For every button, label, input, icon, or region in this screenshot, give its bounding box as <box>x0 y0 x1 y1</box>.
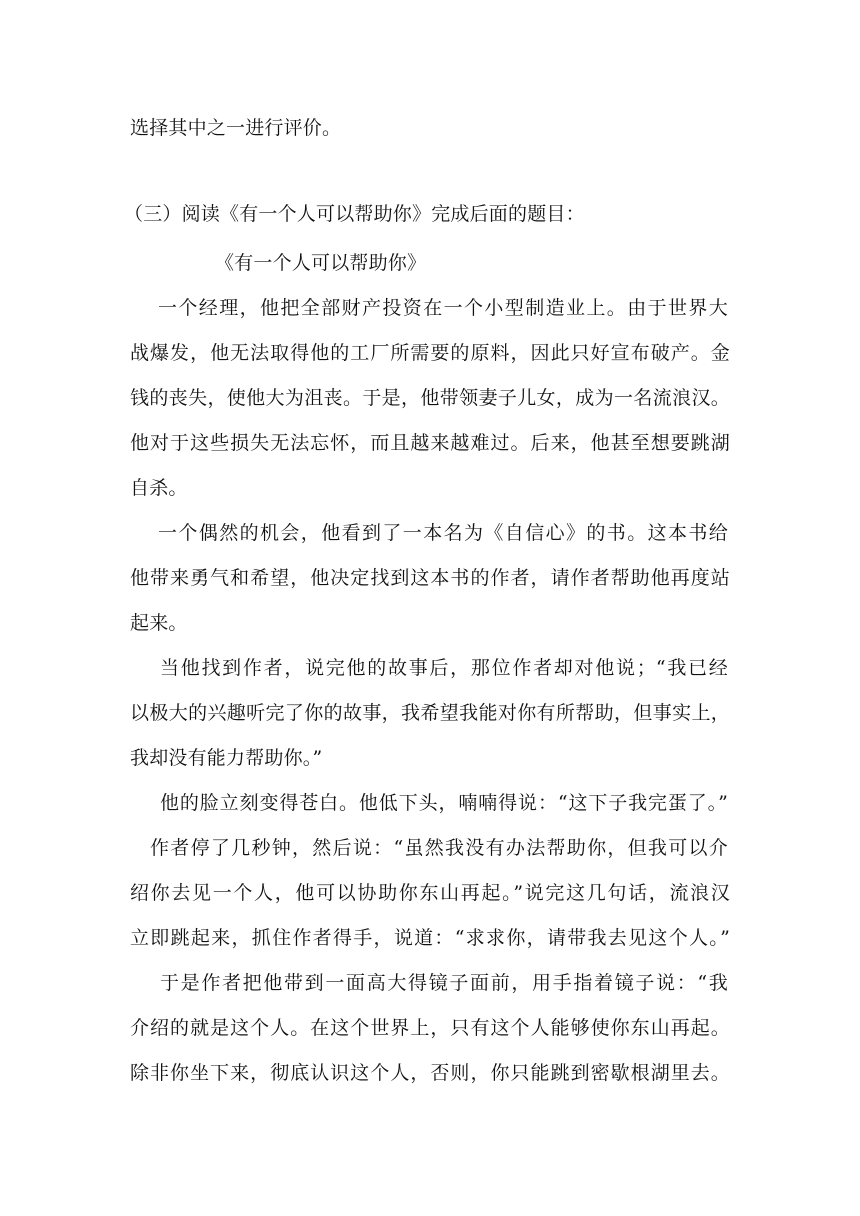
paragraph-3-line-1: 当他找到作者，说完他的故事后，那位作者却对他说；“我已经 <box>160 657 728 679</box>
paragraph-3-line-3: 我却没有能力帮助你。” <box>130 747 323 769</box>
section-heading: （三）阅读《有一个人可以帮助你》完成后面的题目： <box>124 203 585 225</box>
paragraph-1-line-5: 自杀。 <box>130 477 188 499</box>
paragraph-1-line-2: 战爆发，他无法取得他的工厂所需要的原料，因此只好宣布破产。金 <box>130 342 730 364</box>
paragraph-5-line-3: 立即跳起来，抓住作者得手，说道：“求求你，请带我去见这个人。” <box>130 927 730 949</box>
paragraph-1-line-4: 他对于这些损失无法忘怀，而且越来越难过。后来，他甚至想要跳湖 <box>130 432 730 454</box>
paragraph-5-line-1: 作者停了几秒钟，然后说：“虽然我没有办法帮助你，但我可以介 <box>150 837 728 859</box>
paragraph-2-line-2: 他带来勇气和希望，他决定找到这本书的作者，请作者帮助他再度站 <box>130 567 730 589</box>
paragraph-2-line-1: 一个偶然的机会，他看到了一本名为《自信心》的书。这本书给 <box>158 522 728 544</box>
story-title: 《有一个人可以帮助你》 <box>215 252 427 274</box>
paragraph-3-line-2: 以极大的兴趣听完了你的故事，我希望我能对你有所帮助，但事实上， <box>130 702 730 724</box>
paragraph-6-line-2: 介绍的就是这个人。在这个世界上，只有这个人能够使你东山再起。 <box>130 1017 730 1039</box>
intro-line: 选择其中之一进行评价。 <box>130 117 342 139</box>
paragraph-6-line-1: 于是作者把他带到一面高大得镜子面前，用手指着镜子说：“我 <box>160 972 728 994</box>
paragraph-2-line-3: 起来。 <box>130 612 188 634</box>
paragraph-6-line-3: 除非你坐下来，彻底认识这个人，否则，你只能跳到密歇根湖里去。 <box>130 1062 730 1084</box>
paragraph-5-line-2: 绍你去见一个人，他可以协助你东山再起。”说完这几句话，流浪汉 <box>130 882 730 904</box>
paragraph-1-line-1: 一个经理，他把全部财产投资在一个小型制造业上。由于世界大 <box>158 297 728 319</box>
paragraph-4-line-1: 他的脸立刻变得苍白。他低下头，喃喃得说：“这下子我完蛋了。” <box>160 792 728 814</box>
paragraph-1-line-3: 钱的丧失，使他大为沮丧。于是，他带领妻子儿女，成为一名流浪汉。 <box>130 387 730 409</box>
